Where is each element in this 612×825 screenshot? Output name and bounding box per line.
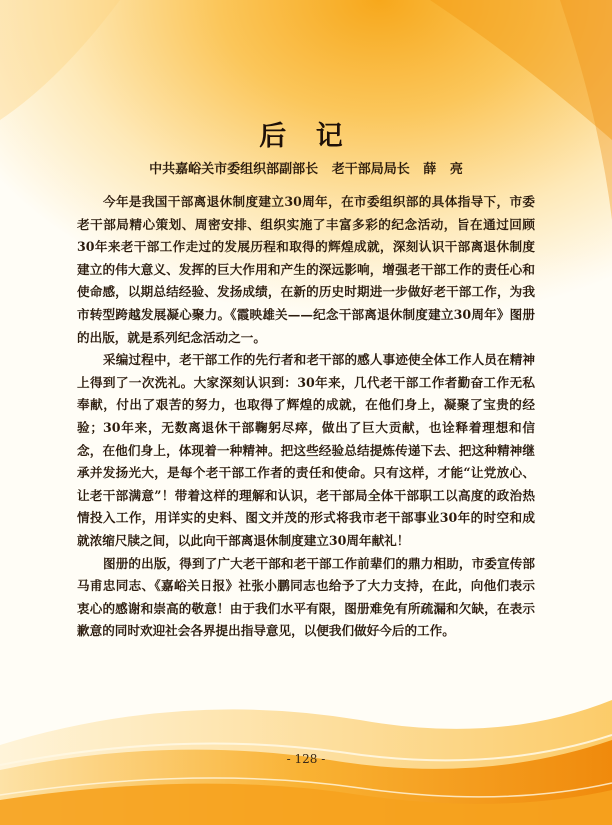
author-byline: 中共嘉峪关市委组织部副部长 老干部局局长 薛 亮 [149,162,463,177]
paragraph-2: 采编过程中，老干部工作的先行者和老干部的感人事迹使全体工作人员在精神上得到了一次洗礼。大家深刻认识到：30年来，几代老干部工作者勤奋工作无私奉献，付出了艰苦的努力，也取得了辉煌的成就，在他们身上，凝聚了宝贵的经验；30年来，无数离退休干部鞠躬尽瘁，做出了巨大贡献，也诠释着理想和信念，在他们身上，体现着一种精神。把这些经验总结提炼传递下去、把这种精神继承并发扬光大，是每个老干部工作者的责任和使命。只有这样，才能“让党放心、让老干部满意”！带着这样的理解和认识，老干部局全体干部职工以高度的政治热情投入工作，用详实的史料、图文并茂的形式将我市老干部事业30年的时空和成就浓缩尺牍之间，以此向干部离退休制度建立30周年献礼！ [77,352,535,548]
paragraph-3: 图册的出版，得到了广大老干部和老干部工作前辈们的鼎力相助，市委宣传部马甫忠同志、《嘉峪关日报》社张小鹏同志也给予了大力支持，在此，向他们表示衷心的感谢和崇高的敬意！由于我们水平有限，图册难免有所疏漏和欠缺，在表示歉意的同时欢迎社会各界提出指导意见，以便我们做好今后的工作。 [77,555,535,639]
body-text [77,191,535,643]
paragraph-1: 今年是我国干部离退休制度建立30周年，在市委组织部的具体指导下，市委老干部局精心策划、周密安排、组织实施了丰富多彩的纪念活动，旨在通过回顾30年来老干部工作走过的发展历程和取得的辉煌成就，深刻认识干部离退休制度建立的伟大意义、发挥的巨大作用和产生的深远影响，增强老干部工作的责任心和使命感，以期总结经验、发扬成绩，在新的历史时期进一步做好老干部工作，为我市转型跨越发展凝心聚力。《霞映雄关——纪念干部离退休制度建立30周年》图册的出版，就是系列纪念活动之一。 [77,194,535,345]
page-title: 后 记 [259,121,353,152]
page-number: - 128 - [286,752,326,766]
